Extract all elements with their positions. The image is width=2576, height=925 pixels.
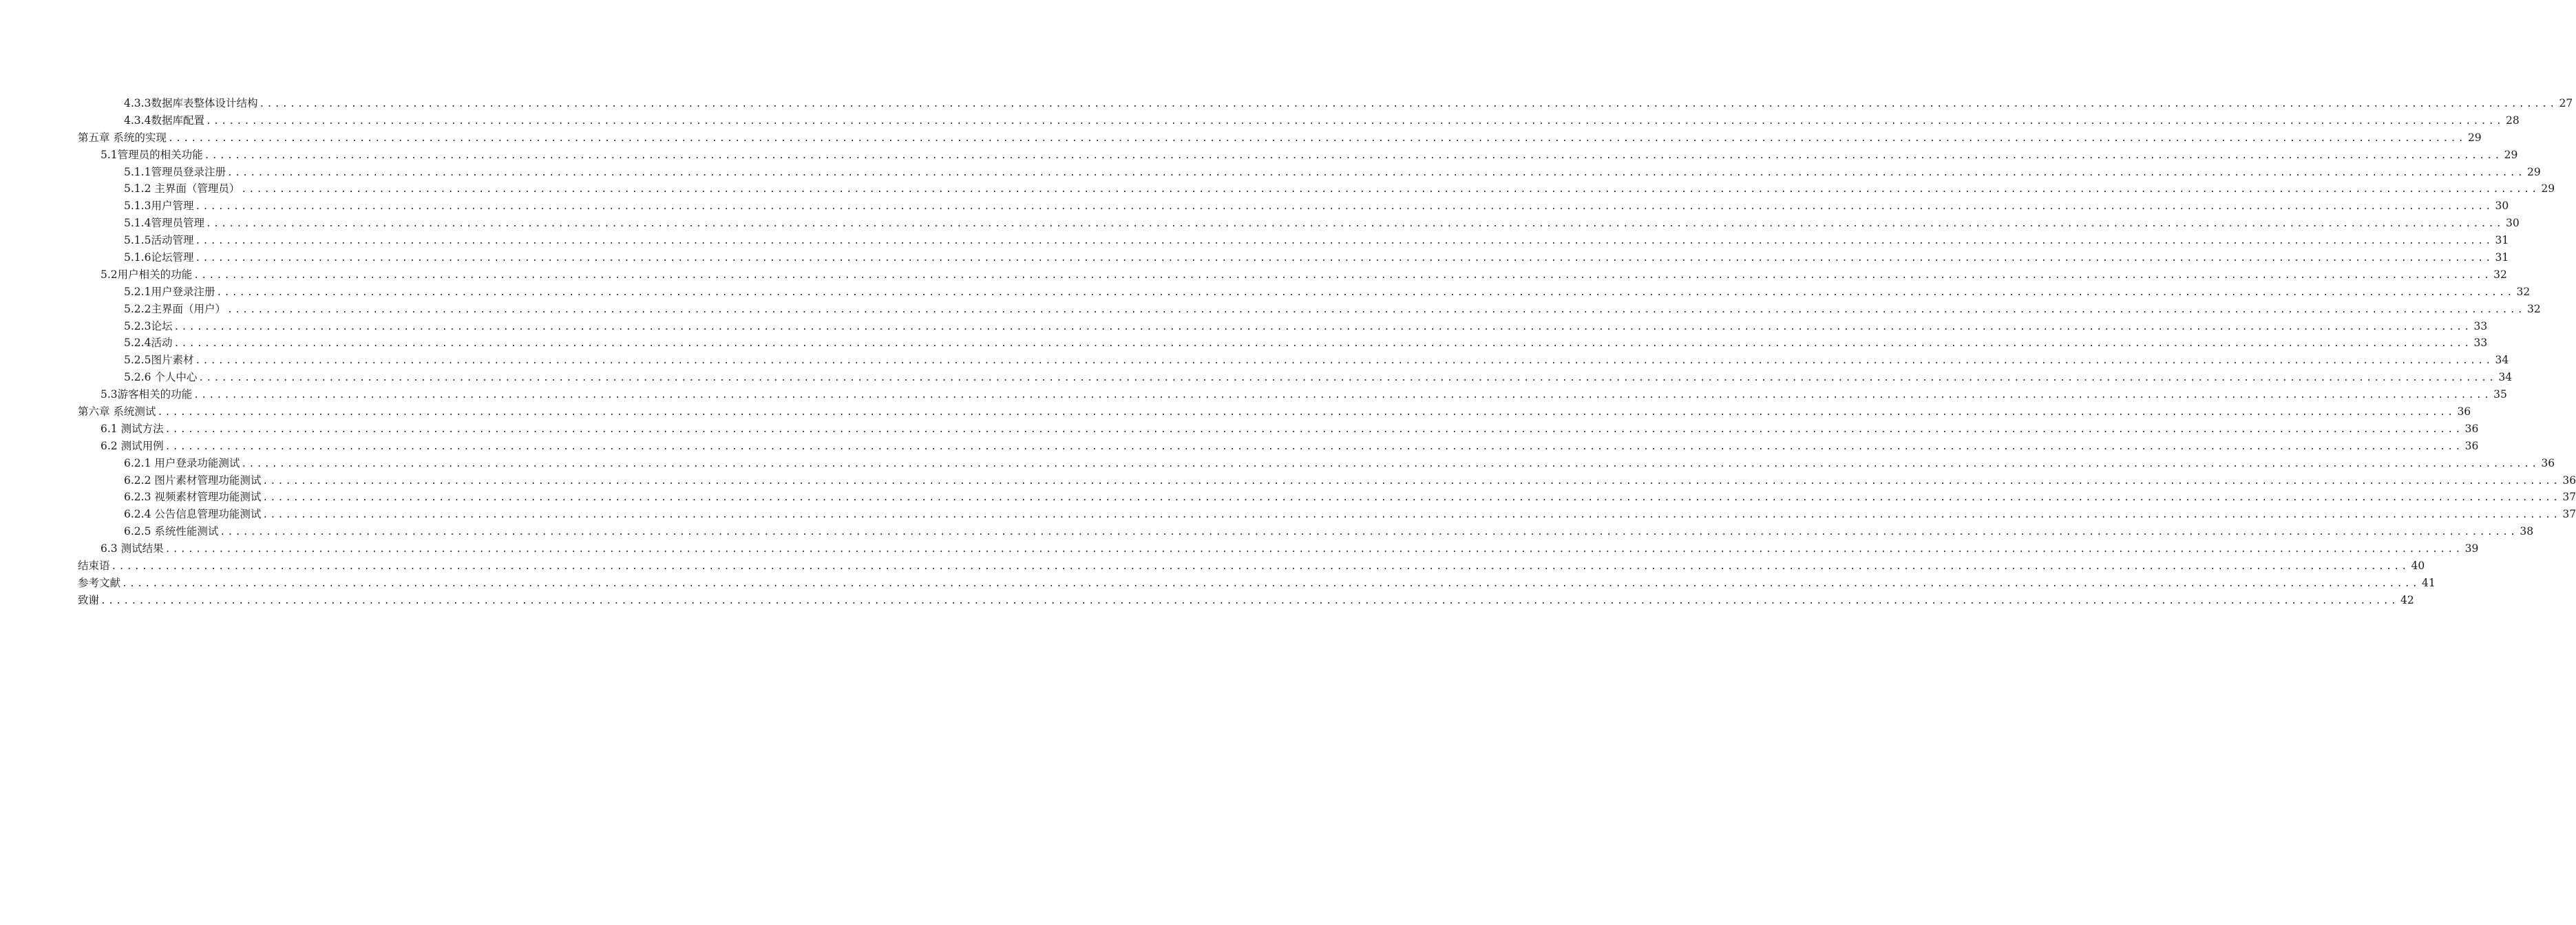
toc-dot-leader: ............................................................................................................................................................................................................................................................................................................ (101, 595, 2399, 606)
toc-entry[interactable] (78, 147, 2518, 164)
toc-entry[interactable] (78, 386, 2507, 403)
toc-entry[interactable] (78, 180, 2555, 198)
toc-entry-page-number: 36 (2457, 405, 2471, 418)
toc-entry[interactable] (78, 489, 2576, 506)
toc-entry[interactable] (78, 318, 2488, 335)
toc-dot-leader: ............................................................................................................................................................................................................................................................................................................ (173, 339, 2472, 350)
toc-entry-page-number: 28 (2505, 114, 2520, 127)
toc-entry-title: 4.3.4数据库配置 (124, 114, 204, 127)
toc-entry-page-number: 36 (2464, 439, 2479, 452)
toc-entry-title: 5.2.4活动 (124, 337, 173, 350)
toc-entry-page-number: 40 (2411, 560, 2425, 573)
toc-entry[interactable] (78, 95, 2573, 112)
toc-entry[interactable] (78, 352, 2509, 369)
toc-entry[interactable] (78, 403, 2471, 421)
toc-entry-page-number: 30 (2495, 200, 2509, 213)
toc-entry-page-number: 29 (2541, 182, 2555, 195)
toc-entry-title: 结束语 (78, 560, 110, 573)
toc-entry-page-number: 36 (2562, 474, 2576, 487)
toc-entry-title: 5.3游客相关的功能 (101, 388, 193, 401)
toc-entry-page-number: 29 (2504, 148, 2518, 161)
toc-dot-leader: ............................................................................................................................................................................................................................................................................................................ (157, 407, 2456, 418)
toc-entry-page-number: 29 (2526, 165, 2541, 178)
toc-entry-title: 5.1.6论坛管理 (124, 251, 194, 264)
toc-entry[interactable] (78, 438, 2479, 455)
toc-entry-page-number: 32 (2526, 302, 2541, 315)
toc-entry-title: 5.1.2 主界面（管理员） (124, 182, 240, 195)
toc-entry-page-number: 29 (2467, 131, 2482, 144)
toc-entry-title: 参考文献 (78, 576, 121, 589)
toc-entry[interactable] (78, 249, 2509, 266)
toc-entry-page-number: 32 (2516, 285, 2531, 298)
toc-dot-leader: ............................................................................................................................................................................................................................................................................................................ (193, 390, 2492, 401)
toc-entry-title: 5.2.5图片素材 (124, 354, 194, 367)
toc-entry[interactable] (78, 112, 2520, 129)
toc-dot-leader: ............................................................................................................................................................................................................................................................................................................ (241, 184, 2540, 195)
toc-entry-title: 6.2.2 图片素材管理功能测试 (124, 474, 262, 487)
toc-dot-leader: ............................................................................................................................................................................................................................................................................................................ (205, 219, 2504, 230)
toc-dot-leader: ............................................................................................................................................................................................................................................................................................................ (165, 424, 2463, 435)
toc-entry[interactable] (78, 301, 2541, 318)
toc-entry[interactable] (78, 506, 2576, 523)
toc-entry[interactable] (78, 592, 2414, 609)
toc-entry-title: 5.2.3论坛 (124, 319, 173, 332)
toc-dot-leader: ............................................................................................................................................................................................................................................................................................................ (241, 458, 2540, 469)
toc-entry[interactable] (78, 369, 2513, 386)
toc-dot-leader: ............................................................................................................................................................................................................................................................................................................ (195, 356, 2493, 367)
toc-entry[interactable] (78, 266, 2507, 284)
toc-entry-page-number: 30 (2505, 217, 2520, 230)
toc-dot-leader: ............................................................................................................................................................................................................................................................................................................ (111, 562, 2409, 573)
toc-dot-leader: ............................................................................................................................................................................................................................................................................................................ (195, 236, 2493, 247)
toc-entry-page-number: 31 (2495, 251, 2509, 264)
toc-dot-leader: ............................................................................................................................................................................................................................................................................................................ (167, 133, 2466, 144)
toc-entry-title: 5.1.3用户管理 (124, 200, 194, 213)
toc-dot-leader: ............................................................................................................................................................................................................................................................................................................ (173, 321, 2472, 332)
toc-dot-leader: ............................................................................................................................................................................................................................................................................................................ (204, 150, 2502, 161)
toc-entry[interactable] (78, 575, 2436, 592)
toc-entry-page-number: 36 (2541, 456, 2555, 469)
toc-entry-page-number: 41 (2422, 576, 2436, 589)
toc-entry-page-number: 32 (2493, 268, 2507, 281)
toc-entry-title: 5.2.6 个人中心 (124, 371, 198, 384)
toc-entry-page-number: 36 (2464, 422, 2479, 435)
toc-dot-leader: ............................................................................................................................................................................................................................................................................................................ (122, 578, 2420, 589)
toc-dot-leader: ............................................................................................................................................................................................................................................................................................................ (195, 253, 2493, 264)
toc-entry-title: 6.2.5 系统性能测试 (124, 525, 219, 538)
toc-dot-leader: ............................................................................................................................................................................................................................................................................................................ (165, 544, 2463, 555)
toc-entry-page-number: 34 (2498, 371, 2513, 384)
toc-entry-title: 5.2用户相关的功能 (101, 268, 193, 281)
toc-entry-page-number: 37 (2562, 508, 2576, 521)
toc-entry[interactable] (78, 164, 2541, 181)
toc-entry-page-number: 37 (2562, 491, 2576, 504)
toc-entry-page-number: 27 (2559, 97, 2573, 109)
toc-entry-title: 6.2.3 视频素材管理功能测试 (124, 491, 262, 504)
toc-entry-title: 6.3 测试结果 (101, 542, 164, 555)
toc-entry[interactable] (78, 232, 2509, 249)
toc-entry[interactable] (78, 198, 2509, 215)
toc-entry[interactable] (78, 284, 2531, 301)
toc-dot-leader: ............................................................................................................................................................................................................................................................................................................ (226, 304, 2525, 315)
toc-entry-title: 6.2.4 公告信息管理功能测试 (124, 508, 262, 521)
toc-entry[interactable] (78, 334, 2488, 352)
toc-entry-page-number: 33 (2473, 337, 2488, 350)
toc-entry-page-number: 38 (2520, 525, 2534, 538)
toc-dot-leader: ............................................................................................................................................................................................................................................................................................................ (262, 510, 2561, 521)
toc-dot-leader: ............................................................................................................................................................................................................................................................................................................ (220, 527, 2518, 538)
toc-entry[interactable] (78, 215, 2520, 232)
toc-dot-leader: ............................................................................................................................................................................................................................................................................................................ (198, 373, 2497, 384)
toc-entry[interactable] (78, 455, 2555, 472)
toc-entry-title: 5.1.4管理员管理 (124, 217, 204, 230)
toc-entry-title: 5.2.1用户登录注册 (124, 285, 215, 298)
toc-entry-title: 4.3.3数据库表整体设计结构 (124, 97, 258, 109)
toc-entry[interactable] (78, 129, 2482, 147)
toc-entry-title: 6.1 测试方法 (101, 422, 164, 435)
toc-entry-title: 致谢 (78, 593, 100, 606)
toc-entry[interactable] (78, 472, 2576, 489)
toc-entry-page-number: 39 (2464, 542, 2479, 555)
toc-entry-page-number: 35 (2493, 388, 2507, 401)
toc-entry-title: 5.1.5活动管理 (124, 234, 194, 247)
table-of-contents (78, 95, 2576, 609)
toc-dot-leader: ............................................................................................................................................................................................................................................................................................................ (216, 287, 2515, 298)
toc-dot-leader: ............................................................................................................................................................................................................................................................................................................ (262, 476, 2561, 487)
toc-entry[interactable] (78, 540, 2479, 557)
toc-entry[interactable] (78, 523, 2534, 540)
toc-dot-leader: ............................................................................................................................................................................................................................................................................................................ (259, 99, 2557, 109)
toc-entry-title: 6.2.1 用户登录功能测试 (124, 456, 240, 469)
toc-entry-title: 5.2.2主界面（用户） (124, 302, 226, 315)
toc-dot-leader: ............................................................................................................................................................................................................................................................................................................ (205, 116, 2504, 127)
toc-entry-page-number: 33 (2473, 319, 2488, 332)
toc-dot-leader: ............................................................................................................................................................................................................................................................................................................ (262, 493, 2561, 504)
toc-dot-leader: ............................................................................................................................................................................................................................................................................................................ (193, 270, 2492, 281)
toc-entry-title: 5.1管理员的相关功能 (101, 148, 203, 161)
toc-entry-page-number: 42 (2400, 593, 2414, 606)
toc-dot-leader: ............................................................................................................................................................................................................................................................................................................ (195, 202, 2493, 213)
toc-entry-title: 5.1.1管理员登录注册 (124, 165, 226, 178)
toc-entry-page-number: 34 (2495, 354, 2509, 367)
toc-entry-title: 6.2 测试用例 (101, 439, 164, 452)
toc-dot-leader: ............................................................................................................................................................................................................................................................................................................ (226, 167, 2525, 178)
toc-entry-title: 第六章 系统测试 (78, 405, 156, 418)
toc-entry[interactable] (78, 557, 2425, 575)
toc-dot-leader: ............................................................................................................................................................................................................................................................................................................ (165, 441, 2463, 452)
toc-entry-page-number: 31 (2495, 234, 2509, 247)
toc-entry-title: 第五章 系统的实现 (78, 131, 167, 144)
toc-entry[interactable] (78, 421, 2479, 438)
